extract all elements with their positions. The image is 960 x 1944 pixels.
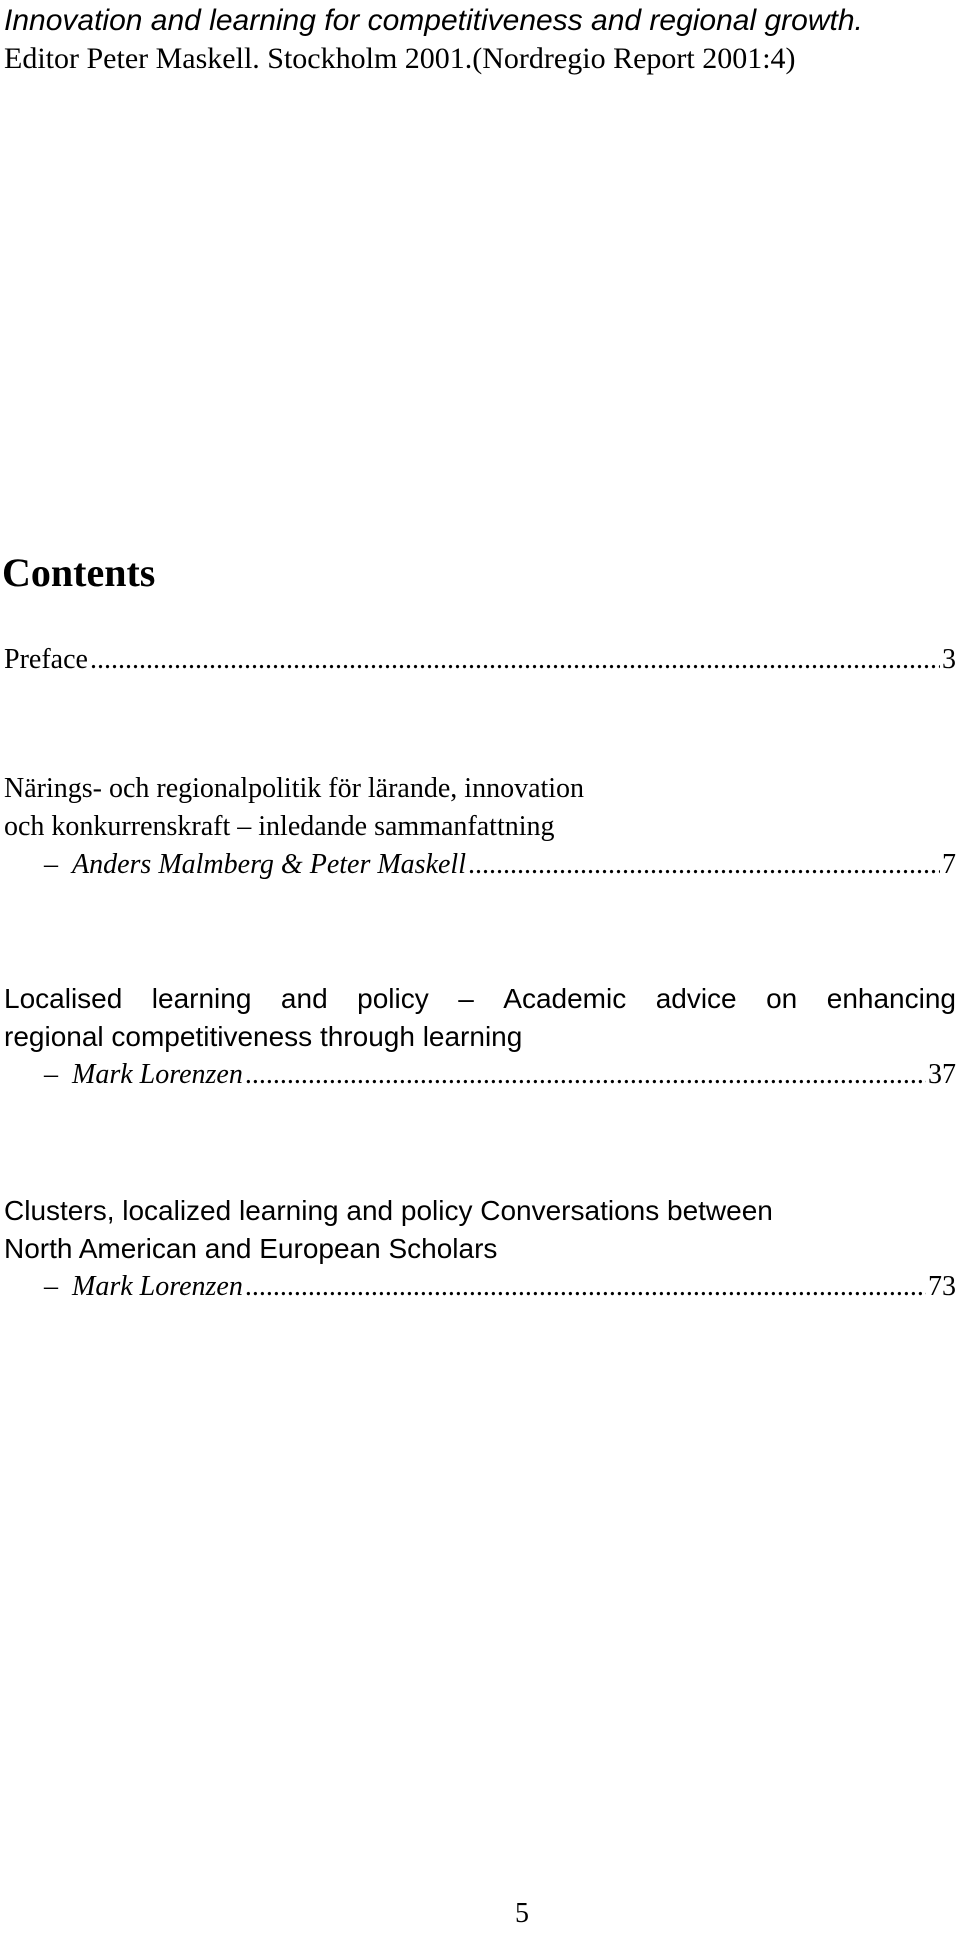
toc-page-number: 7 [942, 849, 956, 880]
toc-title-word: on [766, 983, 798, 1014]
toc-page-number: 3 [942, 644, 956, 675]
toc-leader-line [4, 641, 956, 679]
header-editor-line: Editor Peter Maskell. Stockholm 2001.(Nordregio Report 2001:4) [4, 42, 796, 75]
toc-leader-line [4, 846, 956, 884]
report-header [4, 2, 944, 78]
toc-entry-preface[interactable] [4, 641, 956, 679]
dot-leader [245, 1268, 926, 1306]
toc-title-line: North American and European Scholars [4, 1233, 498, 1264]
toc-page-number: 73 [928, 1271, 956, 1302]
toc-author: Anders Malmberg & Peter Maskell [72, 849, 466, 880]
dot-leader [468, 846, 940, 884]
dot-leader [90, 641, 940, 679]
toc-title-word: policy [357, 983, 429, 1014]
toc-title-word: – [458, 983, 474, 1014]
toc-title-word: Localised [4, 983, 123, 1014]
toc-title-line: Närings- och regionalpolitik för lärande, innovation [4, 773, 585, 804]
toc-dash: – [44, 849, 58, 880]
header-title-line: Innovation and learning for competitiveness and regional growth. [4, 4, 863, 37]
toc-dash: – [44, 1059, 58, 1090]
toc-leader-line [4, 1268, 956, 1306]
toc-entry-narings[interactable] [4, 770, 956, 884]
toc-title-word: and [280, 983, 328, 1014]
toc-title-word: advice [655, 983, 737, 1014]
toc-leader-line [4, 1056, 956, 1094]
toc-author: Mark Lorenzen [72, 1271, 243, 1302]
dot-leader [245, 1056, 926, 1094]
toc-entry-localised-learning[interactable] [4, 980, 956, 1094]
toc-dash: – [44, 1271, 58, 1302]
toc-title-word: enhancing [826, 983, 956, 1014]
toc-title-line: Clusters, localized learning and policy Conversations between [4, 1195, 773, 1226]
toc-page-number: 37 [928, 1059, 956, 1090]
toc-title-line: och konkurrenskraft – inledande sammanfattning [4, 811, 555, 842]
toc-entry-title: Preface [4, 644, 88, 675]
toc-author: Mark Lorenzen [72, 1059, 243, 1090]
toc-title-line: regional competitiveness through learning [4, 1021, 523, 1052]
contents-heading: Contents [2, 550, 156, 595]
toc-title-line-justified [4, 980, 956, 1018]
toc-entry-clusters[interactable] [4, 1192, 956, 1306]
page-number-footer: 5 [515, 1898, 529, 1929]
toc-title-word: learning [151, 983, 252, 1014]
toc-title-word: Academic [503, 983, 627, 1014]
